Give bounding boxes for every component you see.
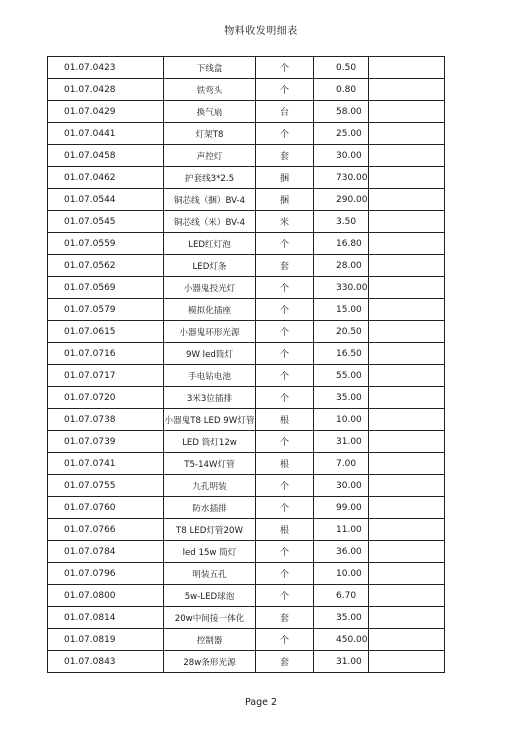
blank-cell — [368, 321, 444, 343]
unit-price-cell: 25.00 — [314, 123, 369, 145]
blank-cell — [368, 431, 444, 453]
unit-price-cell: 10.00 — [314, 409, 369, 431]
table-row — [48, 343, 445, 365]
material-name-cell: T8 LED灯管20W — [164, 519, 256, 541]
unit-price-cell: 28.00 — [314, 255, 369, 277]
unit-cell: 根 — [256, 519, 314, 541]
unit-cell: 个 — [256, 563, 314, 585]
unit-cell: 个 — [256, 629, 314, 651]
material-code-cell: 01.07.0579 — [48, 299, 164, 321]
blank-cell — [368, 387, 444, 409]
material-code-cell: 01.07.0716 — [48, 343, 164, 365]
unit-price-cell: 16.50 — [314, 343, 369, 365]
unit-cell: 个 — [256, 475, 314, 497]
table-row — [48, 365, 445, 387]
unit-cell: 个 — [256, 79, 314, 101]
material-name-cell: 5w-LED球泡 — [164, 585, 256, 607]
unit-cell: 个 — [256, 497, 314, 519]
table-row — [48, 497, 445, 519]
material-name-cell: 28w条形光源 — [164, 651, 256, 673]
unit-price-cell: 330.00 — [314, 277, 369, 299]
materials-table-body — [48, 57, 445, 673]
material-name-cell: 3米3位插排 — [164, 387, 256, 409]
table-row — [48, 629, 445, 651]
material-name-cell: 下线盒 — [164, 57, 256, 79]
table-row — [48, 651, 445, 673]
unit-cell: 套 — [256, 607, 314, 629]
material-code-cell: 01.07.0458 — [48, 145, 164, 167]
blank-cell — [368, 189, 444, 211]
unit-cell: 个 — [256, 541, 314, 563]
unit-price-cell: 99.00 — [314, 497, 369, 519]
unit-price-cell: 58.00 — [314, 101, 369, 123]
unit-price-cell: 55.00 — [314, 365, 369, 387]
materials-table — [47, 56, 445, 673]
material-name-cell: 20w中间接一体化 — [164, 607, 256, 629]
unit-price-cell: 730.00 — [314, 167, 369, 189]
table-row — [48, 607, 445, 629]
blank-cell — [368, 123, 444, 145]
unit-cell: 个 — [256, 123, 314, 145]
material-code-cell: 01.07.0429 — [48, 101, 164, 123]
material-code-cell: 01.07.0800 — [48, 585, 164, 607]
unit-cell: 套 — [256, 651, 314, 673]
table-row — [48, 167, 445, 189]
page-number: Page 2 — [244, 697, 278, 708]
table-row — [48, 57, 445, 79]
blank-cell — [368, 453, 444, 475]
blank-cell — [368, 101, 444, 123]
material-name-cell: 九孔明装 — [164, 475, 256, 497]
table-row — [48, 519, 445, 541]
material-name-cell: 灯架T8 — [164, 123, 256, 145]
material-code-cell: 01.07.0755 — [48, 475, 164, 497]
material-code-cell: 01.07.0559 — [48, 233, 164, 255]
blank-cell — [368, 365, 444, 387]
material-code-cell: 01.07.0796 — [48, 563, 164, 585]
material-code-cell: 01.07.0814 — [48, 607, 164, 629]
table-row — [48, 475, 445, 497]
material-name-cell: 明装五孔 — [164, 563, 256, 585]
unit-cell: 个 — [256, 277, 314, 299]
material-name-cell: 小器鬼环形光源 — [164, 321, 256, 343]
material-name-cell: 手电钻电池 — [164, 365, 256, 387]
table-row — [48, 453, 445, 475]
table-row — [48, 387, 445, 409]
material-code-cell: 01.07.0428 — [48, 79, 164, 101]
material-name-cell: 小器鬼投光灯 — [164, 277, 256, 299]
material-code-cell: 01.07.0717 — [48, 365, 164, 387]
material-code-cell: 01.07.0441 — [48, 123, 164, 145]
unit-cell: 捆 — [256, 189, 314, 211]
unit-cell: 套 — [256, 145, 314, 167]
material-name-cell: LED 筒灯12w — [164, 431, 256, 453]
document-title: 物料收发明细表 — [224, 26, 298, 37]
material-name-cell: 小器鬼T8 LED 9W灯管 — [164, 409, 256, 431]
material-code-cell: 01.07.0569 — [48, 277, 164, 299]
unit-price-cell: 35.00 — [314, 387, 369, 409]
material-name-cell: 换气扇 — [164, 101, 256, 123]
table-row — [48, 79, 445, 101]
blank-cell — [368, 233, 444, 255]
material-code-cell: 01.07.0462 — [48, 167, 164, 189]
unit-cell: 捆 — [256, 167, 314, 189]
material-code-cell: 01.07.0720 — [48, 387, 164, 409]
unit-price-cell: 16.80 — [314, 233, 369, 255]
unit-price-cell: 0.50 — [314, 57, 369, 79]
unit-price-cell: 36.00 — [314, 541, 369, 563]
material-name-cell: T5-14W灯管 — [164, 453, 256, 475]
unit-cell: 套 — [256, 255, 314, 277]
material-name-cell: 9W led筒灯 — [164, 343, 256, 365]
material-name-cell: 铜芯线（米）BV-4 — [164, 211, 256, 233]
material-name-cell: 铁弯头 — [164, 79, 256, 101]
blank-cell — [368, 475, 444, 497]
material-name-cell: 控制器 — [164, 629, 256, 651]
material-name-cell: LED红灯泡 — [164, 233, 256, 255]
unit-price-cell: 7.00 — [314, 453, 369, 475]
blank-cell — [368, 211, 444, 233]
blank-cell — [368, 585, 444, 607]
table-row — [48, 541, 445, 563]
unit-price-cell: 31.00 — [314, 431, 369, 453]
blank-cell — [368, 409, 444, 431]
blank-cell — [368, 497, 444, 519]
unit-price-cell: 31.00 — [314, 651, 369, 673]
unit-price-cell: 30.00 — [314, 145, 369, 167]
material-code-cell: 01.07.0766 — [48, 519, 164, 541]
material-code-cell: 01.07.0423 — [48, 57, 164, 79]
table-row — [48, 409, 445, 431]
blank-cell — [368, 299, 444, 321]
blank-cell — [368, 145, 444, 167]
blank-cell — [368, 563, 444, 585]
material-code-cell: 01.07.0545 — [48, 211, 164, 233]
unit-price-cell: 11.00 — [314, 519, 369, 541]
unit-cell: 个 — [256, 343, 314, 365]
material-code-cell: 01.07.0760 — [48, 497, 164, 519]
unit-cell: 根 — [256, 409, 314, 431]
material-code-cell: 01.07.0784 — [48, 541, 164, 563]
unit-cell: 个 — [256, 299, 314, 321]
unit-cell: 个 — [256, 387, 314, 409]
material-code-cell: 01.07.0738 — [48, 409, 164, 431]
material-code-cell: 01.07.0819 — [48, 629, 164, 651]
blank-cell — [368, 79, 444, 101]
table-row — [48, 563, 445, 585]
blank-cell — [368, 629, 444, 651]
unit-price-cell: 6.70 — [314, 585, 369, 607]
material-name-cell: 防水插排 — [164, 497, 256, 519]
blank-cell — [368, 607, 444, 629]
material-code-cell: 01.07.0843 — [48, 651, 164, 673]
unit-cell: 个 — [256, 365, 314, 387]
blank-cell — [368, 277, 444, 299]
blank-cell — [368, 519, 444, 541]
material-name-cell: 护套线3*2.5 — [164, 167, 256, 189]
table-row — [48, 123, 445, 145]
table-row — [48, 145, 445, 167]
unit-cell: 个 — [256, 321, 314, 343]
table-row — [48, 299, 445, 321]
blank-cell — [368, 255, 444, 277]
unit-cell: 根 — [256, 453, 314, 475]
unit-cell: 个 — [256, 431, 314, 453]
unit-price-cell: 15.00 — [314, 299, 369, 321]
unit-price-cell: 0.80 — [314, 79, 369, 101]
unit-cell: 台 — [256, 101, 314, 123]
unit-price-cell: 30.00 — [314, 475, 369, 497]
blank-cell — [368, 167, 444, 189]
material-code-cell: 01.07.0741 — [48, 453, 164, 475]
material-code-cell: 01.07.0739 — [48, 431, 164, 453]
material-code-cell: 01.07.0615 — [48, 321, 164, 343]
material-name-cell: 铜芯线（捆）BV-4 — [164, 189, 256, 211]
table-row — [48, 233, 445, 255]
table-row — [48, 255, 445, 277]
unit-price-cell: 35.00 — [314, 607, 369, 629]
unit-cell: 个 — [256, 57, 314, 79]
table-row — [48, 277, 445, 299]
unit-price-cell: 20.50 — [314, 321, 369, 343]
material-name-cell: 模拟化插座 — [164, 299, 256, 321]
blank-cell — [368, 57, 444, 79]
blank-cell — [368, 541, 444, 563]
material-name-cell: LED灯条 — [164, 255, 256, 277]
material-code-cell: 01.07.0544 — [48, 189, 164, 211]
material-code-cell: 01.07.0562 — [48, 255, 164, 277]
table-row — [48, 211, 445, 233]
unit-cell: 个 — [256, 585, 314, 607]
blank-cell — [368, 651, 444, 673]
material-name-cell: 声控灯 — [164, 145, 256, 167]
unit-cell: 个 — [256, 233, 314, 255]
table-row — [48, 189, 445, 211]
table-row — [48, 101, 445, 123]
unit-price-cell: 10.00 — [314, 563, 369, 585]
table-row — [48, 431, 445, 453]
table-row — [48, 321, 445, 343]
material-name-cell: led 15w 筒灯 — [164, 541, 256, 563]
blank-cell — [368, 343, 444, 365]
unit-cell: 米 — [256, 211, 314, 233]
unit-price-cell: 290.00 — [314, 189, 369, 211]
unit-price-cell: 3.50 — [314, 211, 369, 233]
unit-price-cell: 450.00 — [314, 629, 369, 651]
table-row — [48, 585, 445, 607]
